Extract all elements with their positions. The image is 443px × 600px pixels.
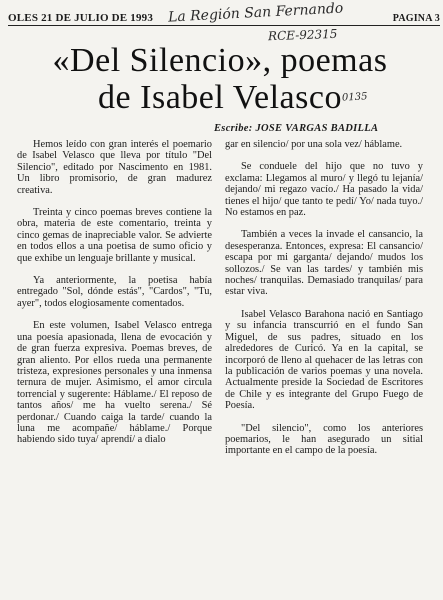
handwritten-catalog-code: RCE-92315 [267,26,338,44]
article-paragraph: Treinta y cinco poemas breves contiene la obra, materia de este comentario, treinta y cinco gemas de inapreciable valor. Se advierte en todos ellos a una poetisa de sumo oficio y que exhibe un lenguaje brillante y musical. [17,207,212,264]
article-byline: Escribe: JOSE VARGAS BADILLA [214,123,379,134]
article-title [10,42,430,116]
article-column-left [17,139,212,457]
header-page-number: PAGINA 3 [392,13,440,24]
article-paragraph: Hemos leído con gran interés el poemario de Isabel Velasco que lleva por título "Del Silencio", editado por Nascimento en 1981. Un libro promisorio, de gran madurez creativa. [17,139,212,196]
handwritten-small-code: 0135 [341,91,368,104]
article-paragraph: Isabel Velasco Barahona nació en Santiago y su infancia transcurrió en el fundo San Miguel, de sus padres, situado en los alrededores de Curicó. Ya en la capital, se incorporó de lleno al quehacer de las letras con la publicación de varios poemas y una novela. Actualmente preside la Sociedad de Escritores de Chile y es integrante del Grupo Fuego de Poesía. [225,308,423,412]
article-paragraph: Ya anteriormente, la poetisa había entregado "Sol, dónde estás", "Cardos", "Tu, ayer", todos elogiosamente comentados. [17,275,212,309]
article-title-line-1: «Del Silencio», poemas [52,42,388,79]
article-paragraph: gar en silencio/ por una sola vez/ háblame. [225,139,403,150]
article-paragraph: "Del silencio", como los anteriores poemarios, le han asegurado un sitial importante en el campo de la poesía. [225,422,423,457]
article-title-line-2: de Isabel Velasco [98,79,342,116]
article-paragraph: También a veces la invade el cansancio, la desesperanza. Entonces, expresa: El cansancio/ escapa por mi garganta/ dejando/ mudos los sollozos./ Se van las tardes/ y también mis noches/ tranquilas. Demasiado tranquilas/ para estar viva. [225,229,423,298]
article-paragraph: En este volumen, Isabel Velasco entrega una poesía apasionada, llena de evocación y de gran fuerza expresiva. Poemas breves, de gran aliento. Por ellos rueda una permanente tristeza, expresiones personales y una inmensa ternura de mujer. Asimismo, el amor circula torrencial y sugerente: Háblame./ El reposo de tantos años/ me ha vuelto serena./ Sé perdonar./ Cuando caiga la tarde/ cuando la luna me acompañe/ háblame./ Porque habiendo sido tuya/ aprendí/ a dialo [17,320,212,446]
article-paragraph: Se conduele del hijo que no tuvo y exclama: Llegamos al muro/ y llegó tu lejanía/ dejando/ mi regazo vacío./ Ha pasado la vida/ tienes el hijo/ que tanto te pedí/ Yo/ nada tuyo./ No estamos en paz. [225,161,423,219]
header-date: OLES 21 DE JULIO DE 1993 [8,12,154,24]
article-column-right [225,139,423,468]
handwritten-source-note: La Región San Fernando [167,0,344,26]
